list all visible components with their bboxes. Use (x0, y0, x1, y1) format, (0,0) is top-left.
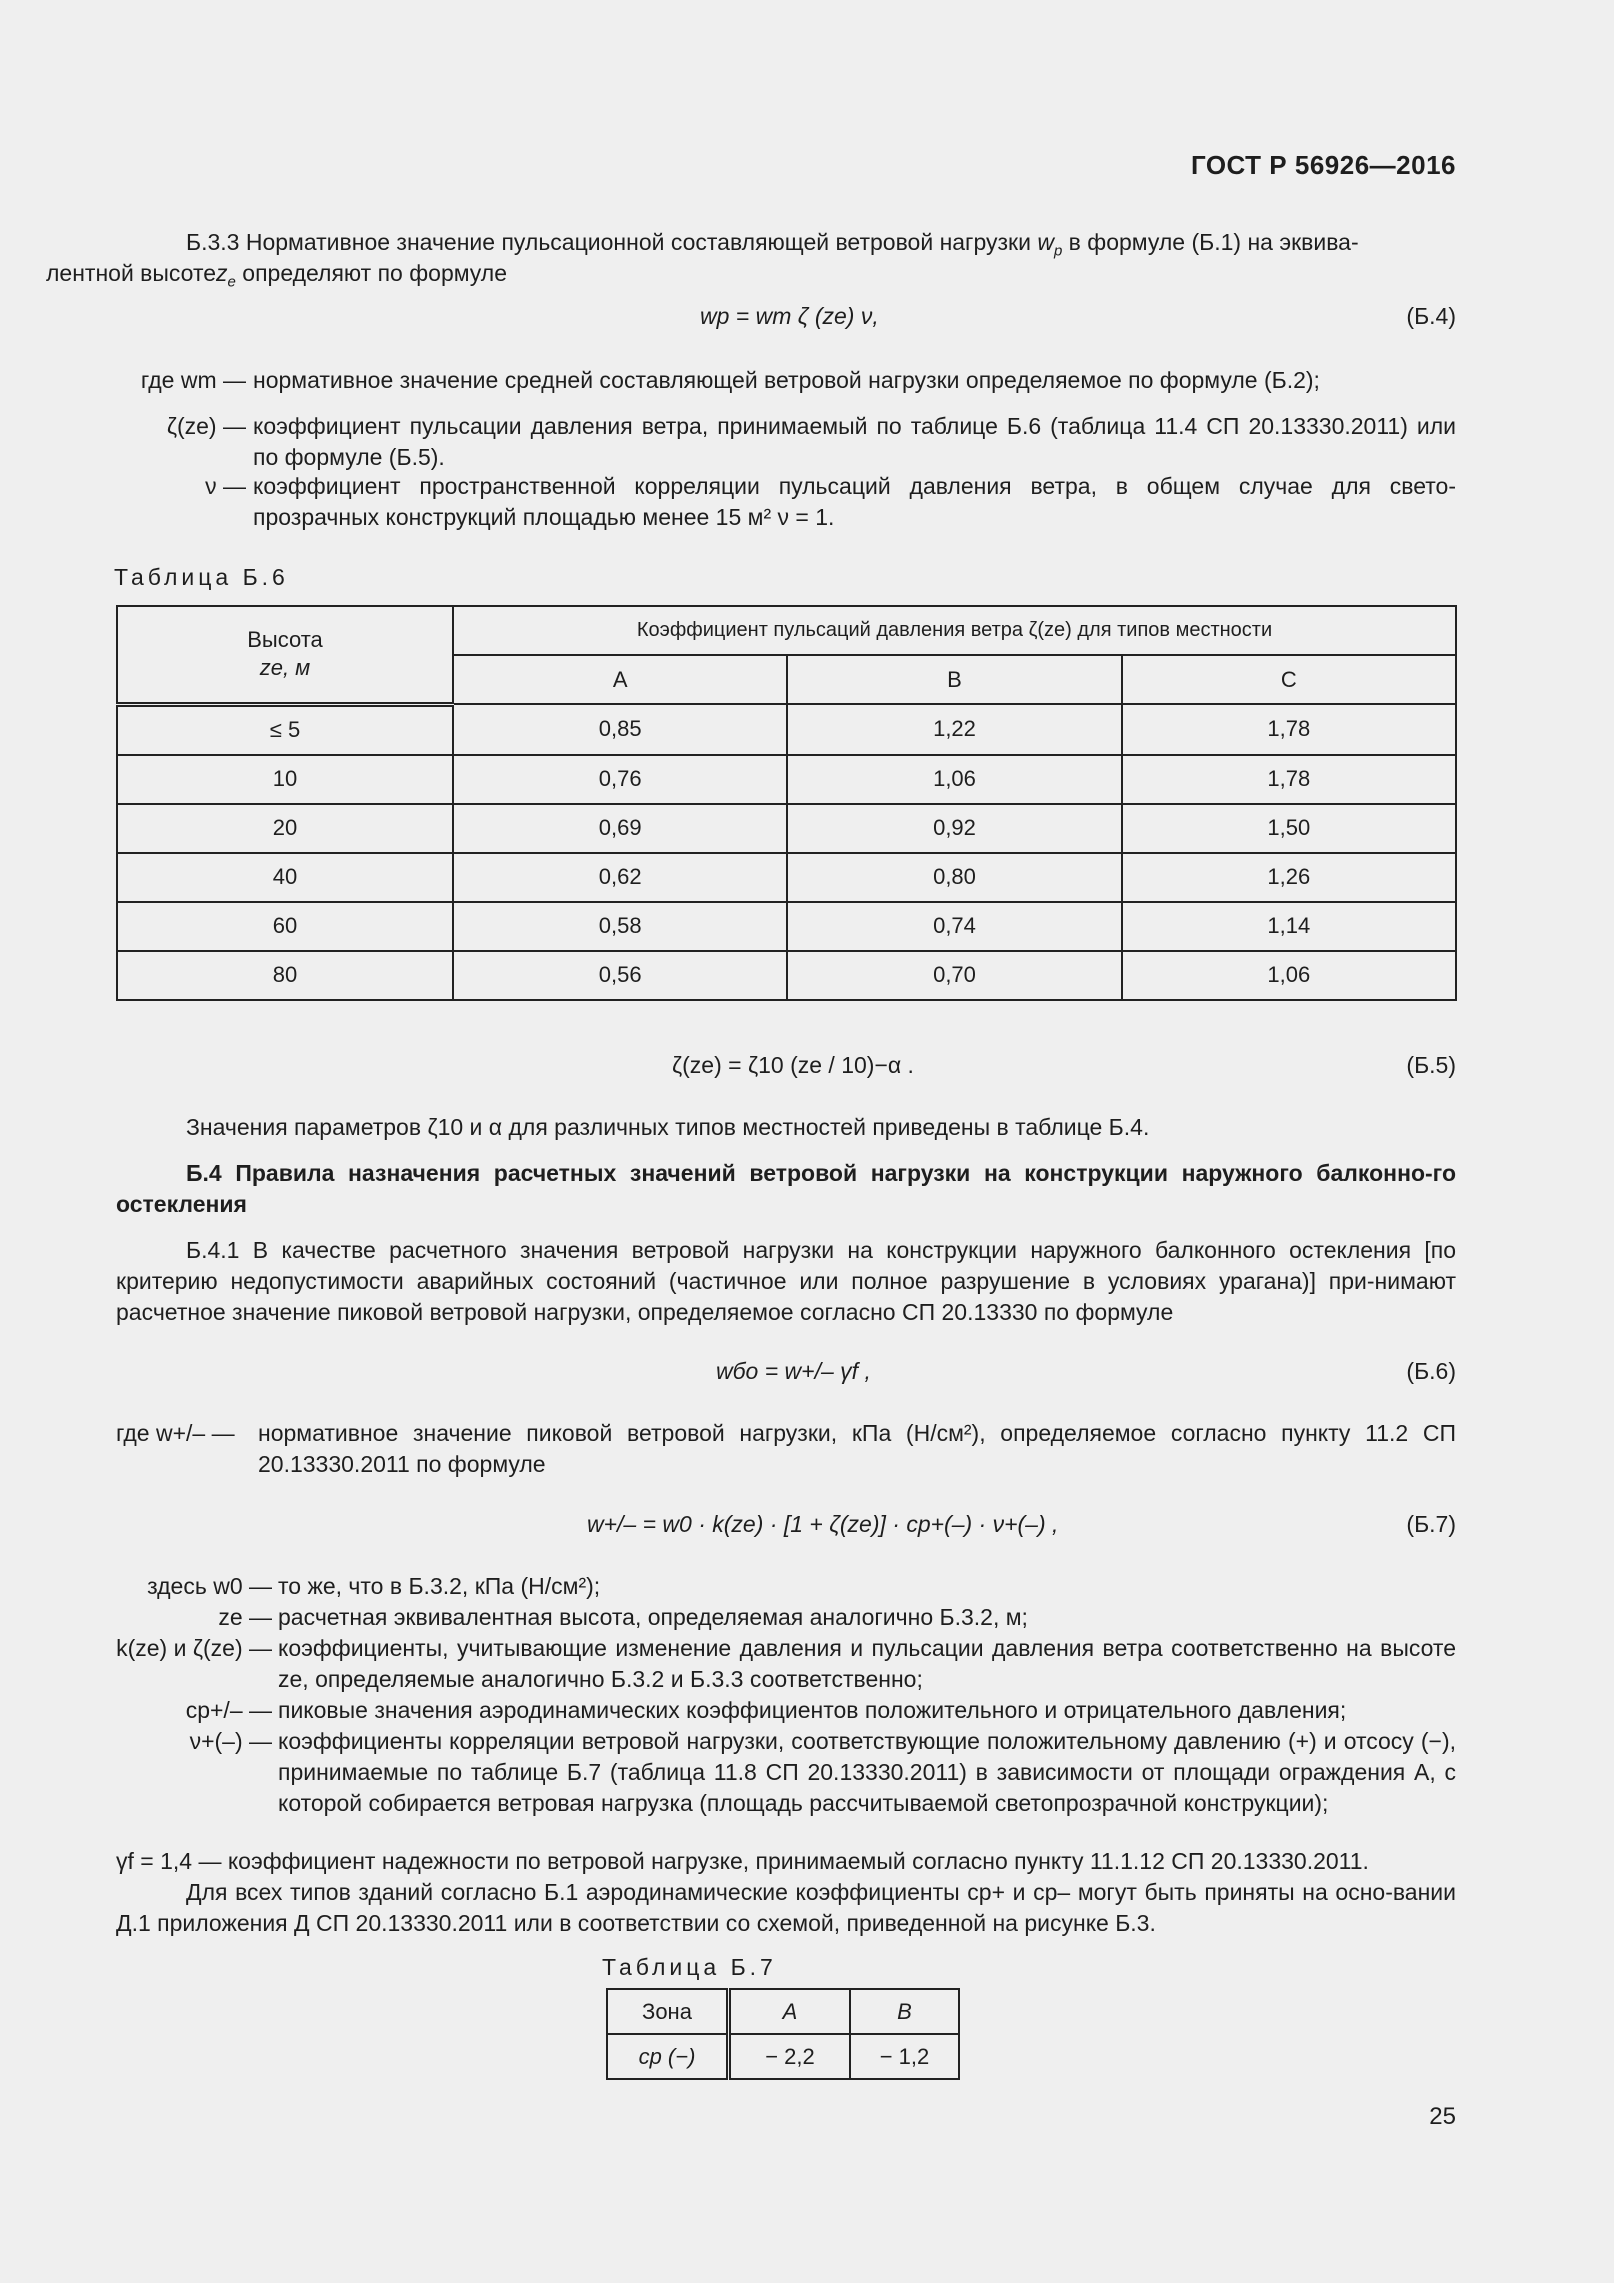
table-b6 (116, 605, 1457, 1001)
def-term-k-zeta: k(ze) и ζ(ze) — (116, 1635, 272, 1661)
equation-b6-number: (Б.6) (1406, 1358, 1456, 1384)
b33-text-1: Б.3.3 Нормативное значение пульсационной составляющей ветровой нагрузки (186, 229, 1038, 255)
paragraph-b41: Б.4.1 В качестве расчетного значения ветровой нагрузки на конструкции наружного балконного остекления [по критерию недопустимости аварийных состояний (частичное или полное разрушение в условиях урагана)] при-нимают расчетное значение пиковой ветровой нагрузки, определяемое согласно СП 20.13330 по формуле (116, 1237, 1456, 1325)
def-term-nu-pm: ν+(–) — (189, 1728, 272, 1754)
def-text-ze: расчетная эквивалентная высота, определяемая аналогично Б.3.2, м; (278, 1604, 1028, 1630)
def-text-zeta: коэффициент пульсации давления ветра, принимаемый по таблице Б.6 (таблица 11.4 СП 20.13330.2011) или по формуле (Б.5). (253, 413, 1456, 470)
section-b4-heading: Б.4 Правила назначения расчетных значений ветровой нагрузки на конструкции наружного балконно-го остекления (116, 1160, 1456, 1217)
paragraph-b33: Б.3.3 Нормативное значение пульсационной составляющей ветровой нагрузки $w_p$ в формуле (Б.1) на эквива- лентной высотеz$_e$ определяют по формуле (46, 229, 1359, 291)
def-text-nu: коэффициент пространственной корреляции пульсаций давления ветра, в общем случае для свето-прозрачных конструкций площадью менее 15 м² ν = 1. (253, 473, 1456, 530)
def-text-w0: то же, что в Б.3.2, кПа (Н/см²); (278, 1573, 601, 1599)
table-b7 (606, 1988, 960, 2080)
table-b7-header-zone: Зона (607, 1989, 729, 2034)
table-b6-height-header: Высота ze, м (117, 606, 453, 704)
table-row: 80 0,56 0,70 1,06 (117, 951, 1456, 1000)
table-row: cp (−) − 2,2 − 1,2 (607, 2034, 959, 2079)
table-b6-col-c: C (1122, 655, 1456, 704)
table-b7-header-a: A (729, 1989, 851, 2034)
page-number: 25 (1429, 2103, 1456, 2130)
equation-b7: w+/– = w0 · k(ze) · [1 + ζ(ze)] · cp+(–) · ν+(–) , (587, 1511, 1059, 1537)
equation-b7-number: (Б.7) (1406, 1511, 1456, 1537)
table-row: 10 0,76 1,06 1,78 (117, 755, 1456, 804)
def-term-ze: ze — (218, 1604, 272, 1630)
params-paragraph: Значения параметров ζ10 и α для различных типов местностей приведены в таблице Б.4. (186, 1114, 1150, 1140)
gamma-definition: γf = 1,4 — коэффициент надежности по ветровой нагрузке, принимаемый согласно пункту 11.1.12 СП 20.13330.2011. (116, 1848, 1369, 1874)
table-row: 20 0,69 0,92 1,50 (117, 804, 1456, 853)
table-row: ≤ 5 0,85 1,22 1,78 (117, 704, 1456, 755)
def-text-k-zeta: коэффициенты, учитывающие изменение давления и пульсации давления ветра соответственно на высоте ze, определяемые аналогично Б.3.2 и Б.3.3 соответственно; (278, 1635, 1456, 1692)
equation-b5: ζ(ze) = ζ10 (ze / 10)−α . (672, 1052, 914, 1078)
def-term-nu: ν — (205, 473, 246, 499)
def-text-wpm: нормативное значение пиковой ветровой нагрузки, кПа (Н/см²), определяемое согласно пункту 11.2 СП 20.13330.2011 по формуле (258, 1420, 1456, 1477)
table-b7-caption: Таблица Б.7 (602, 1954, 777, 1980)
equation-b6: wбо = w+/– γf , (716, 1358, 871, 1384)
all-types-paragraph: Для всех типов зданий согласно Б.1 аэродинамические коэффициенты cp+ и cp– могут быть приняты на осно-вании Д.1 приложения Д СП 20.13330.2011 или в соответствии со схемой, приведенной на рисунке Б.3. (116, 1879, 1456, 1936)
def-text-nu-pm: коэффициенты корреляции ветровой нагрузки, соответствующие положительному давлению (+) и отсосу (−), принимаемые по таблице Б.7 (таблица 11.8 СП 20.13330.2011) в зависимости от площади ограждения A, с которой собирается ветровая нагрузка (площадь рассчитываемой светопрозрачной конструкции); (278, 1728, 1456, 1816)
table-row: 40 0,62 0,80 1,26 (117, 853, 1456, 902)
table-b6-col-b: B (787, 655, 1121, 704)
def-term-zeta: ζ(ze) — (166, 413, 246, 439)
wp-symbol: $w_p$ (1037, 229, 1063, 260)
b33-text-2: в формуле (Б.1) на эквива- (1062, 229, 1359, 255)
table-b6-caption: Таблица Б.6 (114, 564, 289, 590)
def-text-cp: пиковые значения аэродинамических коэффициентов положительного и отрицательного давления; (278, 1697, 1347, 1723)
equation-b4-number: (Б.4) (1406, 303, 1456, 329)
def-term-wm: где wm — (140, 367, 246, 393)
def-term-w0: здесь w0 — (147, 1573, 272, 1599)
table-b6-col-a: A (453, 655, 787, 704)
def-term-wpm: где w+/– — (116, 1420, 235, 1446)
def-term-cp: cp+/– — (185, 1697, 272, 1723)
table-b7-header-b: B (850, 1989, 959, 2034)
equation-b5-number: (Б.5) (1406, 1052, 1456, 1078)
def-text-wm: нормативное значение средней составляющей ветровой нагрузки определяемое по формуле (Б.2); (253, 367, 1320, 393)
table-row: 60 0,58 0,74 1,14 (117, 902, 1456, 951)
table-b6-group-header: Коэффициент пульсаций давления ветра ζ(ze) для типов местности (453, 606, 1456, 655)
equation-b4: wp = wm ζ (ze) ν, (700, 303, 879, 329)
document-header: ГОСТ Р 56926—2016 (1190, 150, 1456, 180)
